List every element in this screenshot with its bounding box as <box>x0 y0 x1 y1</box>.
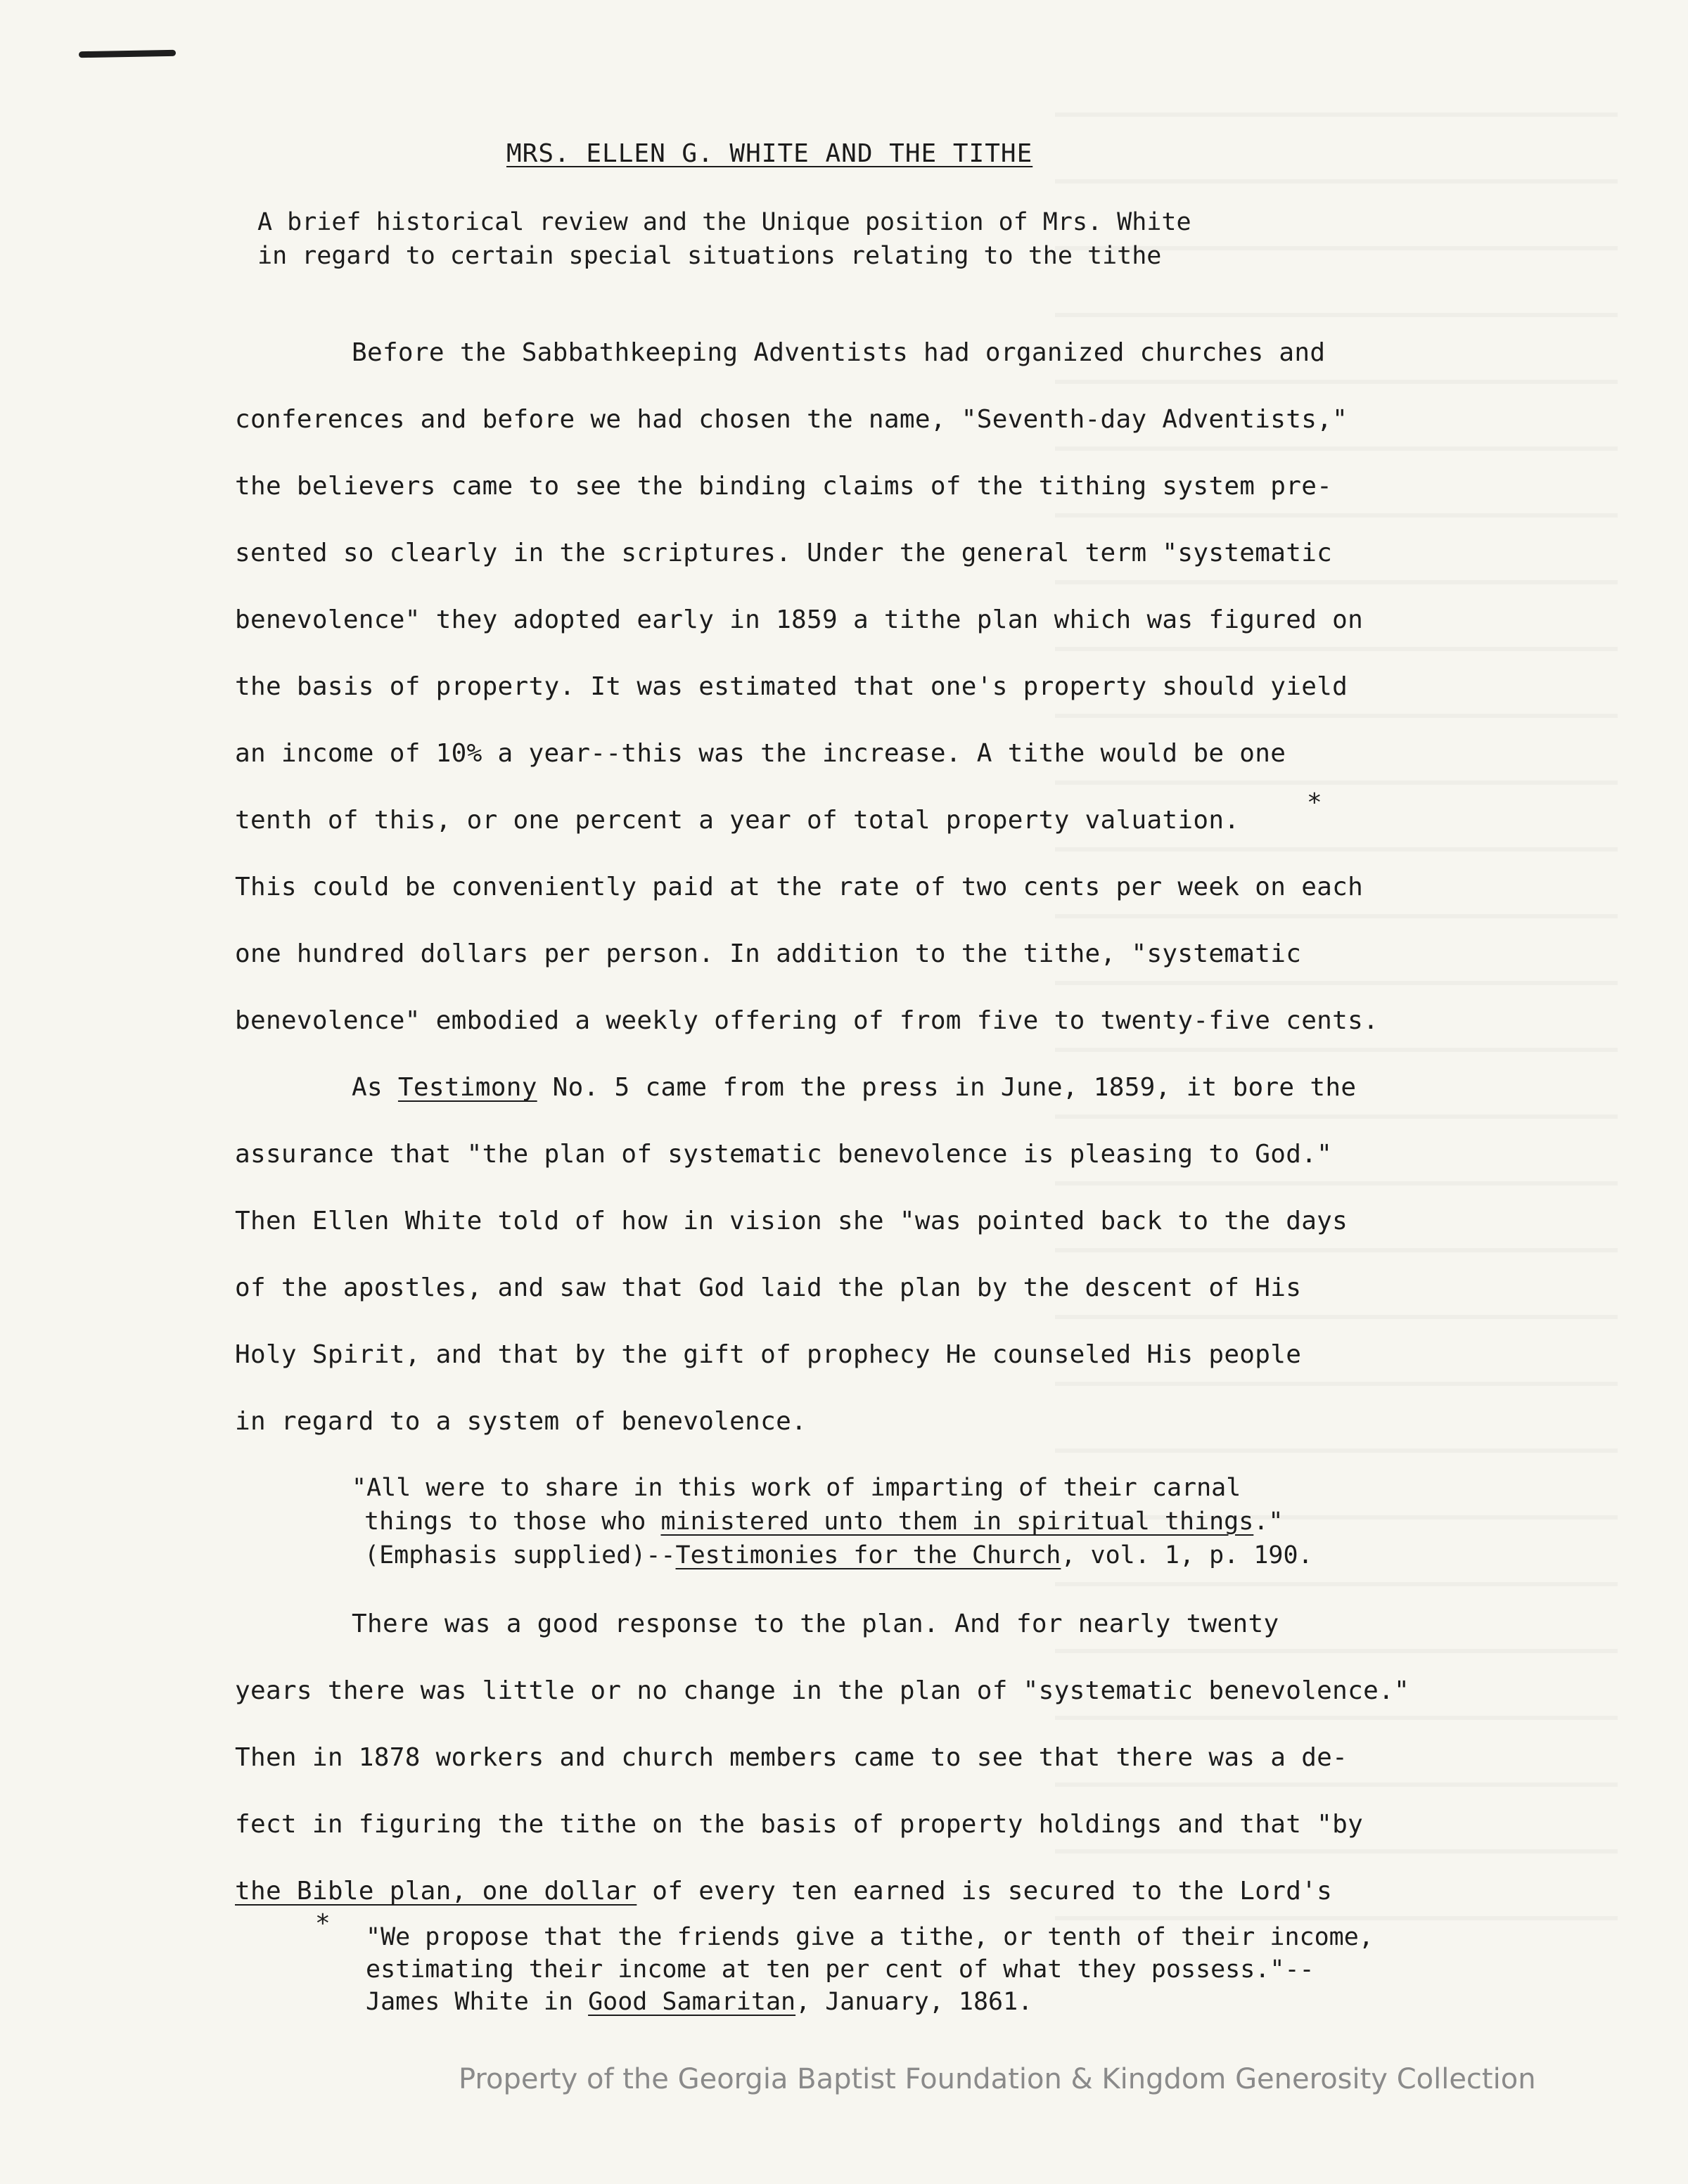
paragraph-line: Then Ellen White told of how in vision she "was pointed back to the days <box>235 1207 1348 1235</box>
document-title: MRS. ELLEN G. WHITE AND THE TITHE <box>506 139 1033 168</box>
paragraph-line: benevolence" they adopted early in 1859 a tithe plan which was figured on <box>235 605 1364 634</box>
underlined-phrase: ministered unto them in spiritual things <box>660 1508 1254 1536</box>
text-span: James White in <box>366 1988 589 2016</box>
quote-line: "All were to share in this work of imparting of their carnal <box>352 1474 1241 1502</box>
paragraph-line: years there was little or no change in the plan of "systematic benevolence." <box>235 1676 1410 1705</box>
paragraph-line: of the apostles, and saw that God laid the plan by the descent of His <box>235 1273 1302 1302</box>
footnote <box>366 1921 1374 2018</box>
paragraph-line: in regard to a system of benevolence. <box>235 1407 807 1436</box>
paragraph-line: tenth of this, or one percent a year of total property valuation. <box>235 806 1240 835</box>
underlined-phrase: the Bible plan, one dollar <box>235 1877 637 1906</box>
paragraph-line: one hundred dollars per person. In addition to the tithe, "systematic <box>235 939 1302 968</box>
paragraph-line: conferences and before we had chosen the name, "Seventh-day Adventists," <box>235 405 1348 434</box>
footnote-line <box>366 1986 1374 2018</box>
text-span: things to those who <box>364 1508 661 1536</box>
paragraph-line: the believers came to see the binding claims of the tithing system pre- <box>235 472 1333 501</box>
paragraph-line: Holy Spirit, and that by the gift of prophecy He counseled His people <box>235 1340 1302 1369</box>
paragraph-line: assurance that "the plan of systematic benevolence is pleasing to God." <box>235 1140 1333 1169</box>
footnote-line: estimating their income at ten per cent of what they possess."-- <box>366 1955 1315 1984</box>
footnote-marker: * <box>1307 788 1322 817</box>
text-span: of every ten earned is secured to the Lord's <box>637 1877 1333 1906</box>
block-quote <box>352 1471 1313 1572</box>
underlined-title: Good Samaritan <box>588 1988 796 2016</box>
text-span: , vol. 1, p. 190. <box>1061 1541 1313 1569</box>
underlined-title: Testimony <box>397 1073 537 1102</box>
text-span: ." <box>1253 1508 1284 1536</box>
footnote-marker: * <box>315 1909 331 1938</box>
subtitle-line: in regard to certain special situations relating to the tithe <box>257 242 1162 270</box>
text-span: (Emphasis supplied)-- <box>364 1541 676 1569</box>
paragraph-line: sented so clearly in the scriptures. Under the general term "systematic <box>235 539 1333 567</box>
quote-line <box>352 1539 1313 1572</box>
footnote-line: "We propose that the friends give a tithe, or tenth of their income, <box>366 1923 1374 1951</box>
watermark: Property of the Georgia Baptist Foundation & Kingdom Generosity Collection <box>459 2063 1536 2095</box>
underlined-title: Testimonies for the Church <box>675 1541 1061 1569</box>
ink-mark <box>79 50 176 58</box>
document-subtitle <box>257 205 1191 273</box>
paragraph-line <box>235 1072 1459 1139</box>
paragraph-line: This could be conveniently paid at the rate of two cents per week on each <box>235 873 1364 901</box>
paragraph-line: an income of 10% a year--this was the increase. A tithe would be one <box>235 739 1286 768</box>
paragraph-line: Before the Sabbathkeeping Adventists had organized churches and <box>352 338 1326 367</box>
paragraph-line: Then in 1878 workers and church members came to see that there was a de- <box>235 1743 1348 1772</box>
text-span: No. 5 came from the press in June, 1859, it bore the <box>537 1073 1357 1102</box>
paragraph-line: benevolence" embodied a weekly offering of from five to twenty-five cents. <box>235 1006 1379 1035</box>
text-span: As <box>352 1073 398 1102</box>
quote-line <box>352 1505 1313 1539</box>
subtitle-line: A brief historical review and the Unique position of Mrs. White <box>257 208 1191 236</box>
paragraph-line: the basis of property. It was estimated that one's property should yield <box>235 672 1348 701</box>
body-text <box>235 338 1459 1473</box>
text-span: , January, 1861. <box>795 1988 1033 2016</box>
paragraph-line: There was a good response to the plan. And for nearly twenty <box>352 1610 1279 1638</box>
paragraph-line: fect in figuring the tithe on the basis of property holdings and that "by <box>235 1810 1364 1839</box>
body-text-continued <box>235 1609 1459 1943</box>
